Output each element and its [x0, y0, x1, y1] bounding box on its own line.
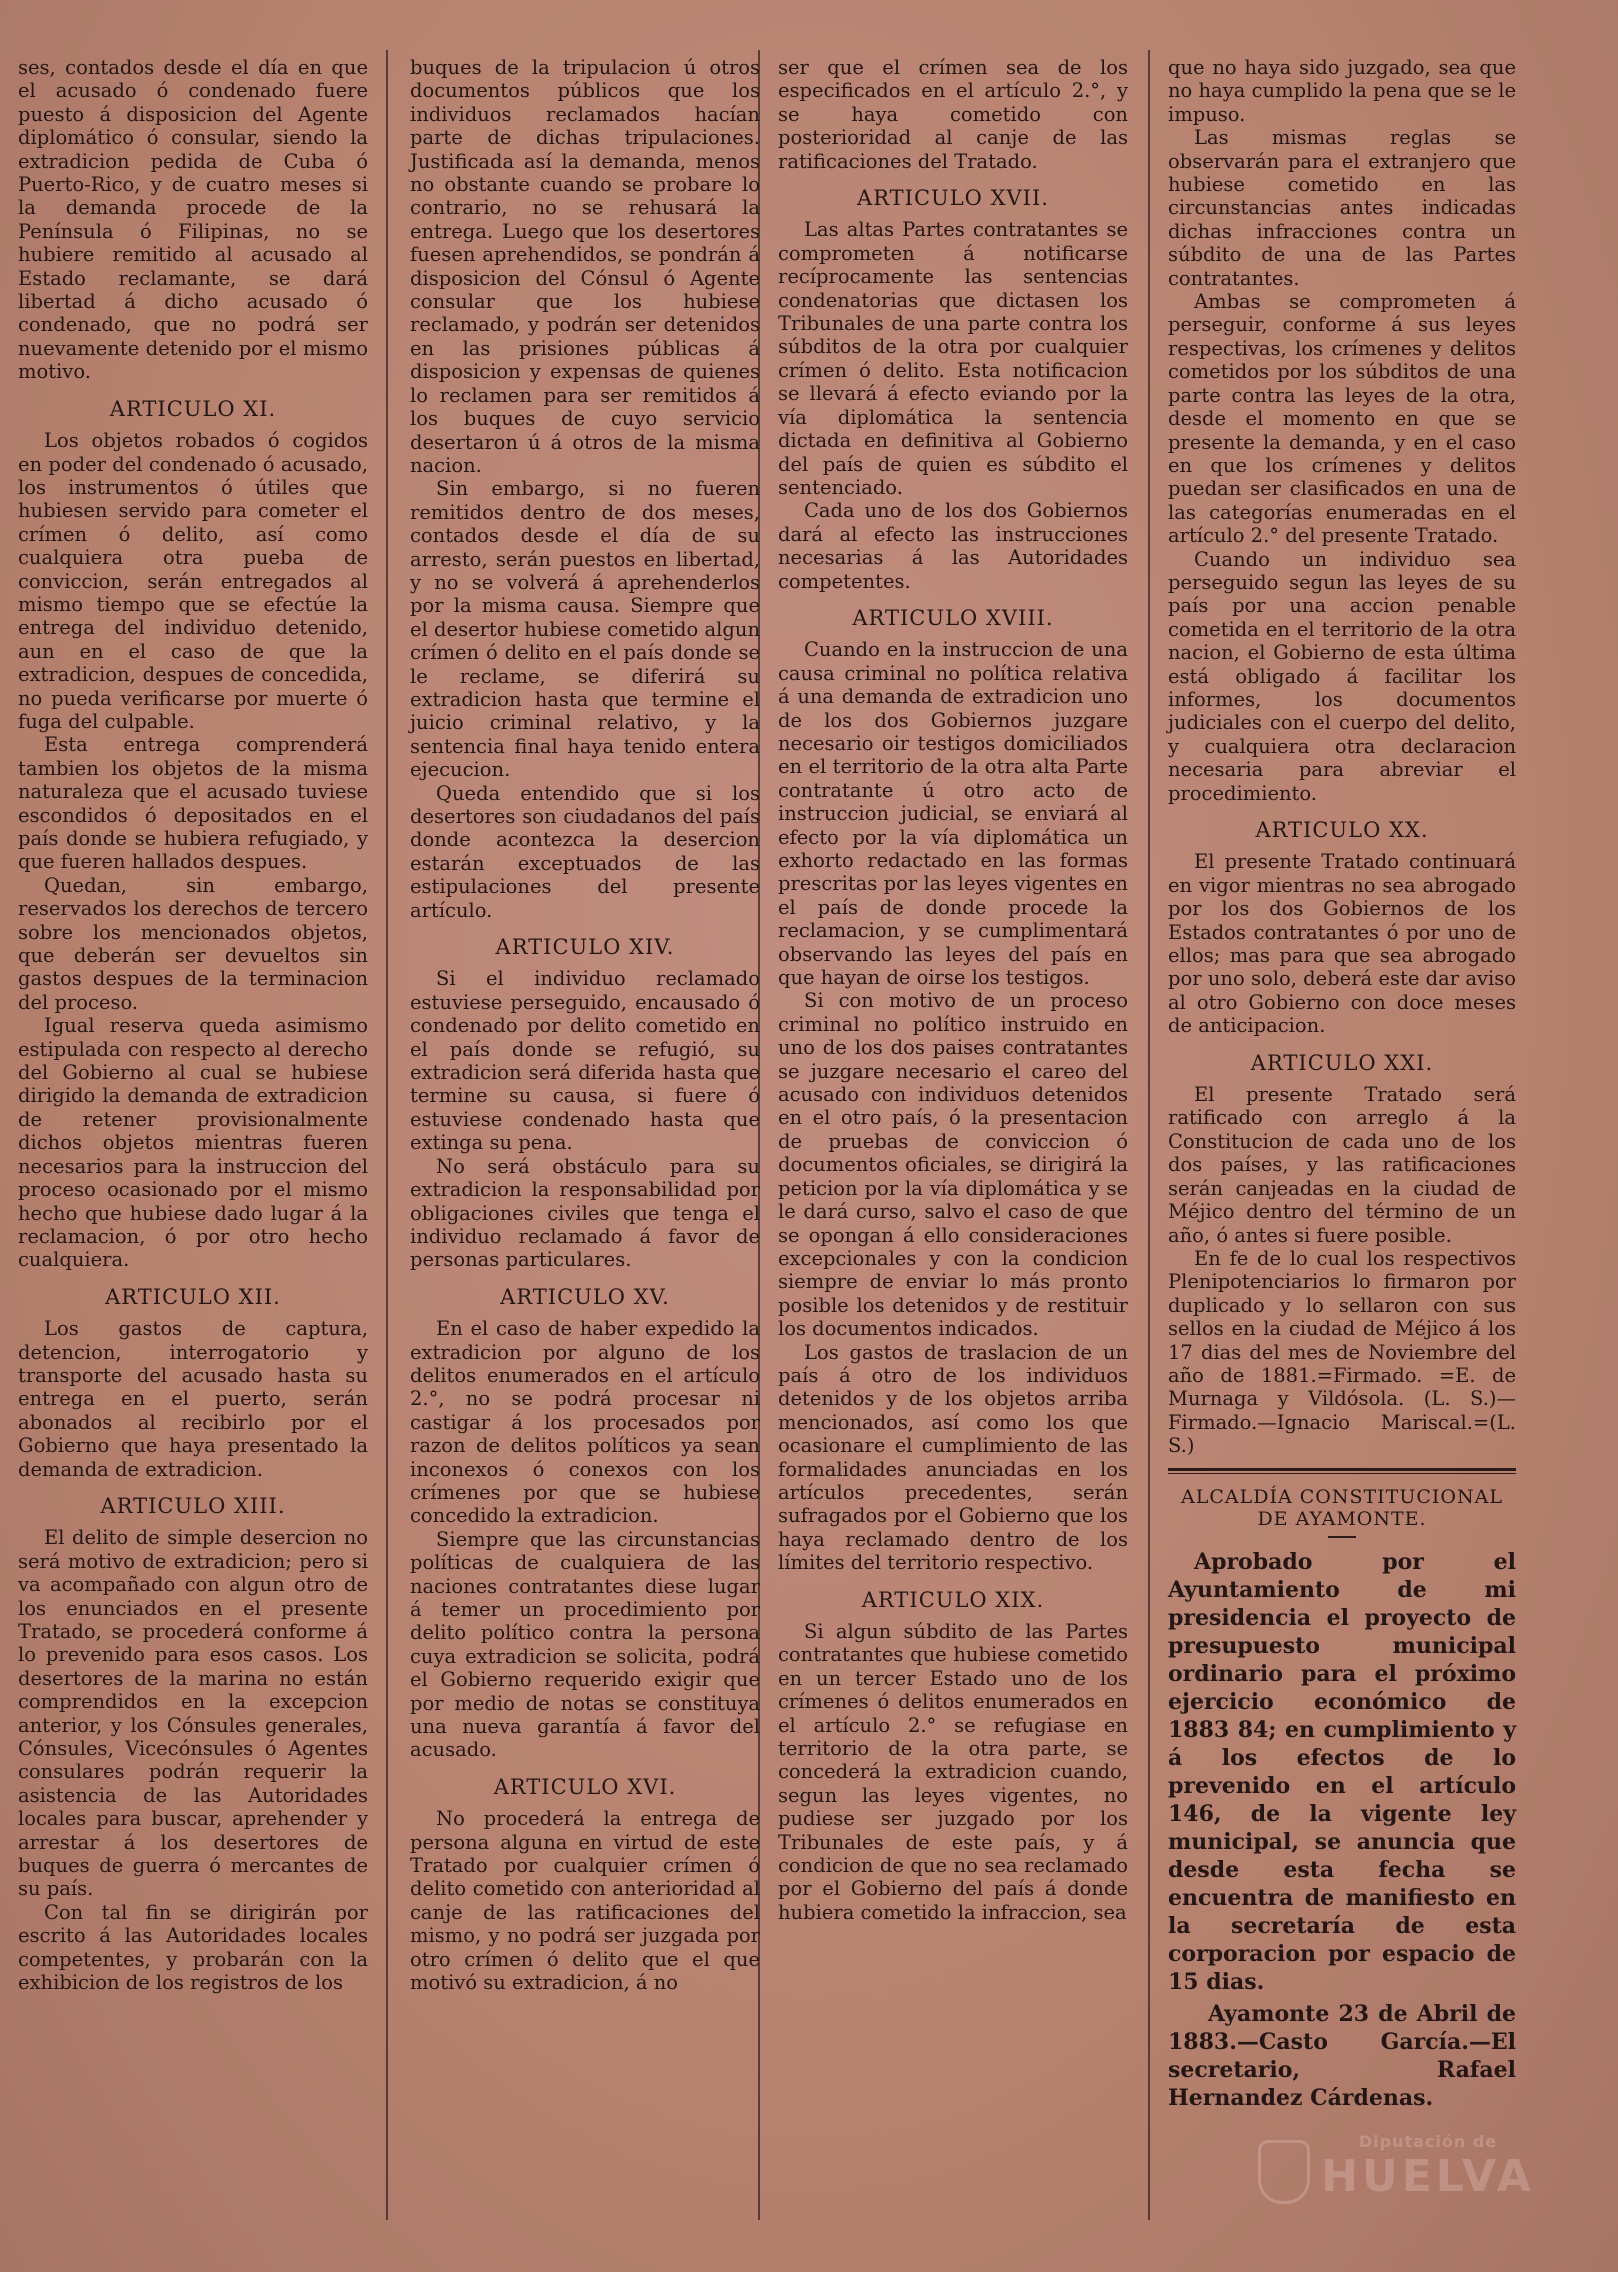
paragraph: Cuando un individuo sea perseguido segun las leyes de su país por una accion penable cometida en el territorio de la otra nacion, el Gobierno de esta última está obligado á facilitar los informes, los documentos judiciales con el cuerpo del delito, y cualquiera otra declaracion necesaria para abreviar el procedimiento. — [1168, 547, 1516, 805]
article-heading: ARTICULO XII. — [105, 1284, 281, 1309]
paragraph: Si el individuo reclamado estuviese perseguido, encausado ó condenado por delito cometido en el país donde se refugió, su extradicion será diferida hasta que termine su causa, si fuere ó estuviese condenado hasta que extinga su pena. — [410, 967, 760, 1155]
watermark-line-2: HUELVA — [1321, 2151, 1535, 2202]
paragraph: Cuando en la instruccion de una causa criminal no política relativa á una demanda de extradicion uno de los dos Gobiernos juzgare necesario oir testigos domiciliados en el territorio de la otra alta Parte contratante ú otro acto de instruccion judicial, se enviará al efecto por la vía diplomática un exhorto redactado en las formas prescritas por las leyes vigentes en el país de donde procede la reclamacion, y se cumplimentará observando las leyes del país en que hayan de oirse los testigos. — [778, 638, 1128, 990]
paragraph: El presente Tratado continuará en vigor mientras no sea abrogado por los dos Gobiernos de los Estados contratantes ó por uno de ellos; mas para que sea abrogado por uno solo, deberá este dar aviso al otro Gobierno con doce meses de anticipacion. — [1168, 850, 1516, 1038]
archive-watermark — [1318, 2132, 1538, 2232]
article-heading: ARTICULO XIX. — [861, 1587, 1045, 1612]
paragraph: No procederá la entrega de persona alguna en virtud de este Tratado por cualquier crímen ó delito cometido con anterioridad al canje de las ratificaciones del mismo, y no podrá ser juzgada por otro crímen ó delito que el que motivó su extradicion, á no — [410, 1807, 760, 1995]
paragraph: Los gastos de captura, detencion, interrogatorio y transporte del acusado hasta su entrega en el puerto, serán abonados al recibirlo por el Gobierno que haya presentado la demanda de extradicion. — [18, 1317, 368, 1481]
paragraph: que no haya sido juzgado, sea que no haya cumplido la pena que se le impuso. — [1168, 56, 1516, 126]
paragraph: buques de la tripulacion ú otros documentos públicos que los individuos reclamados hacían parte de dichas tripulaciones. Justificada así la demanda, menos no obstante cuando se probare lo contrario, no se rehusará la entrega. Luego que los desertores fuesen aprehendidos, se pondrán á disposicion del Cónsul ó Agente consular que los hubiese reclamado, y podrán ser detenidos en las prisiones públicas á disposicion y expensas de quienes lo reclamen para ser remitidos á los buques de cuyo servicio desertaron ú á otros de la misma nacion. — [410, 56, 760, 477]
paragraph: Las altas Partes contratantes se comprometen á notificarse recíprocamente las sentencias condenatorias que dictasen los Tribunales de una parte contra los súbditos de la otra por cualquier crímen ó delito. Esta notificacion se llevará á efecto eviando por la vía diplomática la sentencia dictada en definitiva al Gobierno del país de quien es súbdito el sentenciado. — [778, 218, 1128, 499]
paragraph: Si con motivo de un proceso criminal no político instruido en uno de los dos paises contratantes se juzgare necesario el careo del acusado con individuos detenidos en el otro país, ó la presentacion de pruebas de conviccion ó documentos oficiales, se dirigirá la peticion por la vía diplomática y se le dará curso, salvo el caso de que se opongan á ello consideraciones excepcionales y con la condicion siempre de enviar lo más pronto posible los detenidos y de restituir los documentos indicados. — [778, 989, 1128, 1341]
coat-of-arms-icon — [1258, 2140, 1310, 2204]
paragraph: Ambas se comprometen á perseguir, conforme á sus leyes respectivas, los crímenes y delitos cometidos por los súbditos de una parte contra las leyes de la otra, desde el momento en que se presente la demanda, y en el caso en que los crímenes y delitos puedan ser clasificados en una de las categorías enumeradas en el artículo 2.° del presente Tratado. — [1168, 290, 1516, 548]
paragraph: Queda entendido que si los desertores son ciudadanos del país donde acontezca la desercion estarán exceptuados de las estipulaciones del presente artículo. — [410, 781, 760, 922]
section-divider — [1168, 1468, 1516, 1474]
notice-heading: ALCALDÍA CONSTITUCIONAL — [1181, 1485, 1503, 1508]
notice-body: Aprobado por el Ayuntamiento de mi presidencia el proyecto de presupuesto municipal ordinario para el próximo ejercicio económico de 1883 84; en cumplimiento y á los efectos de lo prevenido en el artículo 146, de la vigente ley municipal, se anuncia que desde esta fecha se encuentra de manifiesto en la secretaría de esta corporacion por espacio de 15 dias. — [1168, 1548, 1516, 1995]
paragraph: Quedan, sin embargo, reservados los derechos de tercero sobre los mencionados objetos, que deberán ser devueltos sin gastos despues de la terminacion del proceso. — [18, 873, 368, 1014]
article-heading: ARTICULO XX. — [1255, 818, 1429, 842]
paragraph: ses, contados desde el día en que el acusado ó condenado fuere puesto á disposicion del Agente diplomático ó consular, siendo la extradicion pedida de Cuba ó Puerto-Rico, y de cuatro meses si la demanda procede de la Península ó Filipinas, no se hubiere remitido al acusado al Estado reclamante, se dará libertad á dicho acusado ó condenado, que no podrá ser nuevamente detenido por el mismo motivo. — [18, 56, 368, 384]
article-heading: ARTICULO XI. — [109, 396, 277, 421]
notice-signature: Ayamonte 23 de Abril de 1883.—Casto García.—El secretario, Rafael Hernandez Cárdenas. — [1168, 2000, 1516, 2111]
article-heading: ARTICULO XIII. — [100, 1493, 286, 1518]
column-3 — [778, 56, 1128, 1924]
article-heading: ARTICULO XXI. — [1250, 1050, 1434, 1075]
paragraph: El delito de simple desercion no será motivo de extradicion; pero si va acompañado con algun otro de los enunciados en el presente Tratado, se procederá conforme á lo prevenido para esos casos. Los desertores de la marina no están comprendidos en la excepcion anterior, y los Cónsules generales, Cónsules, Vicecónsules ó Agentes consulares podrán requerir la asistencia de las Autoridades locales para buscar, aprehender y arrestar á los desertores de buques de guerra ó mercantes de su país. — [18, 1526, 368, 1901]
watermark-line-1: Diputación de — [1358, 2132, 1498, 2151]
paragraph: El presente Tratado será ratificado con arreglo á la Constitucion de cada uno de los dos países, y las ratificaciones serán canjeadas en la ciudad de Méjico dentro del término de un año, ó antes si fuere posible. — [1168, 1083, 1516, 1247]
article-heading: ARTICULO XVI. — [493, 1774, 677, 1799]
column-rule — [386, 50, 388, 2220]
column-2 — [410, 56, 760, 1995]
paragraph: Igual reserva queda asimismo estipulada con respecto al derecho del Gobierno al cual se hubiese dirigido la demanda de extradicion de retener provisionalmente dichos objetos mientras fueren necesarios para la instruccion del proceso ocasionado por el mismo hecho que hubiese dado lugar á la reclamacion, ó por otro hecho cualquiera. — [18, 1014, 368, 1272]
article-heading: ARTICULO XVII. — [857, 186, 1049, 211]
paragraph: Con tal fin se dirigirán por escrito á las Autoridades locales competentes, y probarán con la exhibicion de los registros de los — [18, 1900, 368, 1995]
paragraph: Sin embargo, si no fueren remitidos dentro de dos meses, contados desde el día de su arresto, serán puestos en libertad, y no se volverá á aprehenderlos por la misma causa. Siempre que el desertor hubiese cometido algun crímen ó delito en el país donde se le reclame, se diferirá su extradicion hasta que termine el juicio criminal relativo, y la sentencia final haya tenido entera ejecucion. — [410, 477, 760, 782]
article-heading: ARTICULO XIV. — [495, 935, 675, 960]
paragraph: Cada uno de los dos Gobiernos dará al efecto las instrucciones necesarias á las Autoridades competentes. — [778, 499, 1128, 593]
column-1 — [18, 56, 368, 1995]
paragraph: Los objetos robados ó cogidos en poder del condenado ó acusado, los instrumentos ó útiles que hubiesen servido para cometer el crímen ó delito, así como cualquiera otra pueba de conviccion, serán entregados al mismo tiempo que se efectúe la entrega del individuo detenido, aun en el caso de que la extradicion, despues de concedida, no pueda verificarse por muerte ó fuga del culpable. — [18, 429, 368, 733]
paragraph: Siempre que las circunstancias políticas de cualquiera de las naciones contratantes diese lugar á temer un procedimiento por delito político contra la persona cuya extradicion se solicita, podrá el Gobierno requerido exigir que por medio de notas se constituya una nueva garantía á favor del acusado. — [410, 1527, 760, 1762]
paragraph: Los gastos de traslacion de un país á otro de los individuos detenidos y de los objetos arriba mencionados, así como los que ocasionare el cumplimiento de las formalidades anunciadas en los artículos precedentes, serán sufragados por el Gobierno que los haya reclamado dentro de los límites del territorio respectivo. — [778, 1340, 1128, 1575]
paragraph: ser que el crímen sea de los especificados en el artículo 2.°, y se haya cometido con posterioridad al canje de las ratificaciones del Tratado. — [778, 56, 1128, 173]
paragraph: En fe de lo cual los respectivos Plenipotenciarios lo firmaron por duplicado y lo sellaron con sus sellos en la ciudad de Méjico á los 17 dias del mes de Noviembre del año de 1881.=Firmado. =E. de Murnaga y Vildósola. (L. S.)—Firmado.—Ignacio Mariscal.=(L. S.) — [1168, 1246, 1516, 1458]
paragraph: Esta entrega comprenderá tambien los objetos de la misma naturaleza que el acusado tuviese escondidos ó depositados en el país donde se hubiera refugiado, y que fueren hallados despues. — [18, 733, 368, 874]
short-dash — [1328, 1536, 1356, 1538]
column-rule — [1148, 50, 1150, 2220]
article-heading: ARTICULO XVIII. — [852, 605, 1054, 630]
paragraph: No será obstáculo para su extradicion la responsabilidad por obligaciones civiles que tenga el individuo reclamado á favor de personas particulares. — [410, 1154, 760, 1272]
column-4 — [1168, 56, 1516, 2112]
paragraph: En el caso de haber expedido la extradicion por alguno de los delitos enumerados en el artículo 2.°, no se podrá procesar ni castigar á los procesados por razon de delitos políticos ya sean inconexos ó conexos con los crímenes por que se hubiese concedido la extradicion. — [410, 1317, 760, 1528]
article-heading: ARTICULO XV. — [500, 1284, 670, 1309]
paragraph: Las mismas reglas se observarán para el extranjero que hubiese cometido en las circunstancias antes indicadas dichas infracciones contra un súbdito de una de las Partes contratantes. — [1168, 126, 1516, 290]
paragraph: Si algun súbdito de las Partes contratantes que hubiese cometido en un tercer Estado uno de los crímenes ó delitos enumerados en el artículo 2.° se refugiase en territorio de la otra parte, se concederá la extradicion cuando, segun las leyes vigentes, no pudiese ser juzgado por los Tribunales de este país, y á condicion de que no sea reclamado por el Gobierno del país á donde hubiera cometido la infraccion, sea — [778, 1620, 1128, 1924]
notice-subheading: DE AYAMONTE. — [1257, 1507, 1427, 1530]
